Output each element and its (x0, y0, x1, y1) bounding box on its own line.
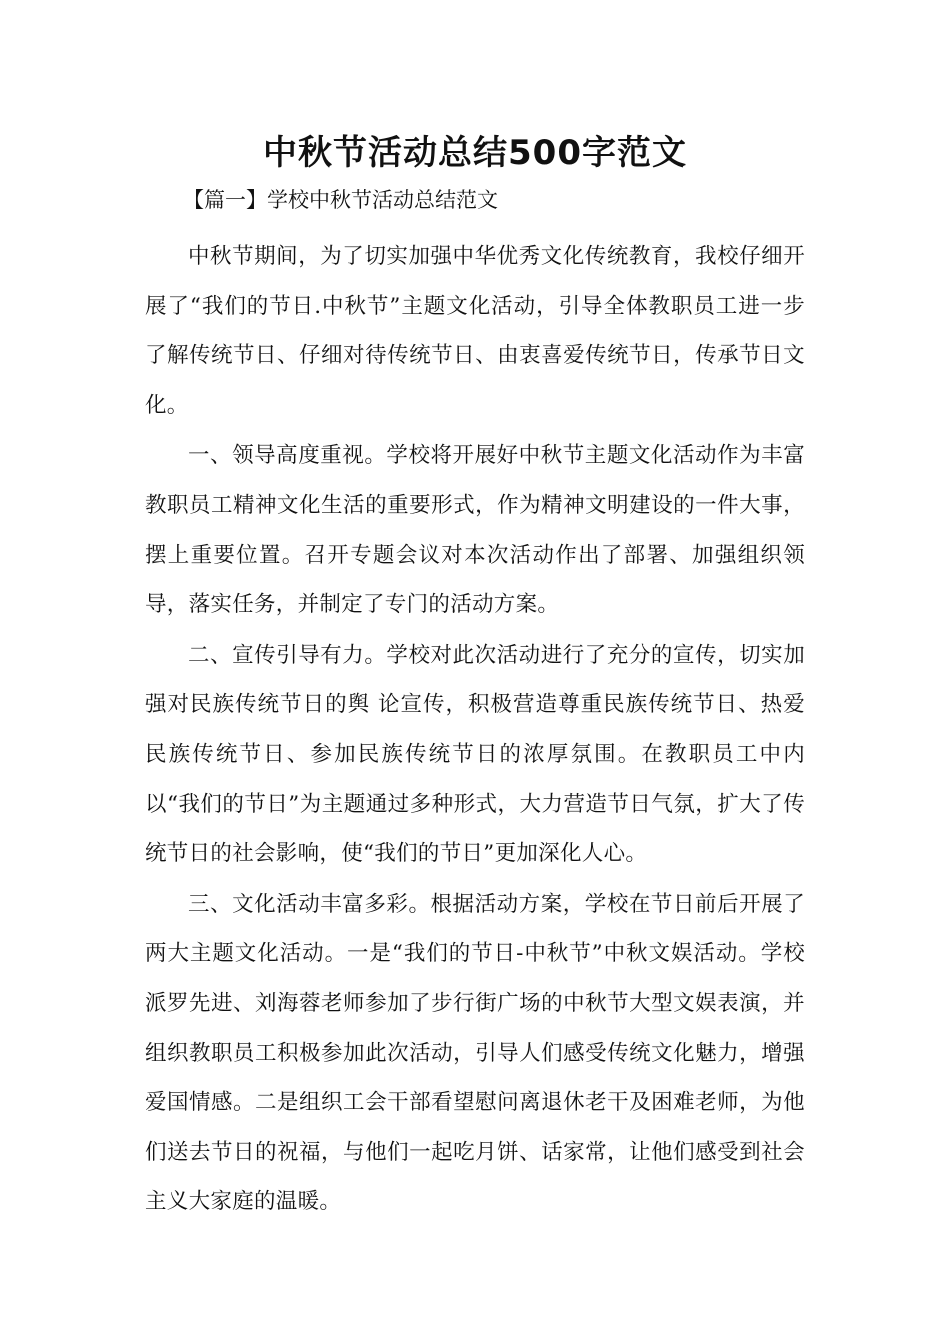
document-body (145, 232, 805, 1228)
paragraph-leadership: 一、领导高度重视。学校将开展好中秋节主题文化活动作为丰富教职员工精神文化生活的重要形式，作为精神文明建设的一件大事，摆上重要位置。召开专题会议对本次活动作出了部署、加强组织领导，落实任务，并制定了专门的活动方案。 (145, 443, 805, 618)
section-heading: 【篇一】学校中秋节活动总结范文 (183, 188, 498, 212)
paragraph-intro: 中秋节期间，为了切实加强中华优秀文化传统教育，我校仔细开展了“我们的节日.中秋节”主题文化活动，引导全体教职员工进一步了解传统节日、仔细对待传统节日、由衷喜爱传统节日，传承节日文化。 (145, 244, 805, 418)
document-title: 中秋节活动总结500字范文 (263, 133, 687, 173)
paragraph-publicity: 二、宣传引导有力。学校对此次活动进行了充分的宣传，切实加强对民族传统节日的舆 论宣传，积极营造尊重民族传统节日、热爱民族传统节日、参加民族传统节日的浓厚氛围。在教职员工中内以“我们的节日”为主题通过多种形式，大力营造节日气氛，扩大了传统节日的社会影响，使“我们的节日”更加深化人心。 (145, 642, 805, 867)
paragraph-activities: 三、文化活动丰富多彩。根据活动方案，学校在节日前后开展了两大主题文化活动。一是“我们的节日-中秋节”中秋文娱活动。学校派罗先进、刘海蓉老师参加了步行街广场的中秋节大型文娱表演，并组织教职员工积极参加此次活动，引导人们感受传统文化魅力，增强爱国情感。二是组织工会干部看望慰问离退休老干及困难老师，为他们送去节日的祝福，与他们一起吃月饼、话家常，让他们感受到社会主义大家庭的温暖。 (145, 891, 805, 1215)
